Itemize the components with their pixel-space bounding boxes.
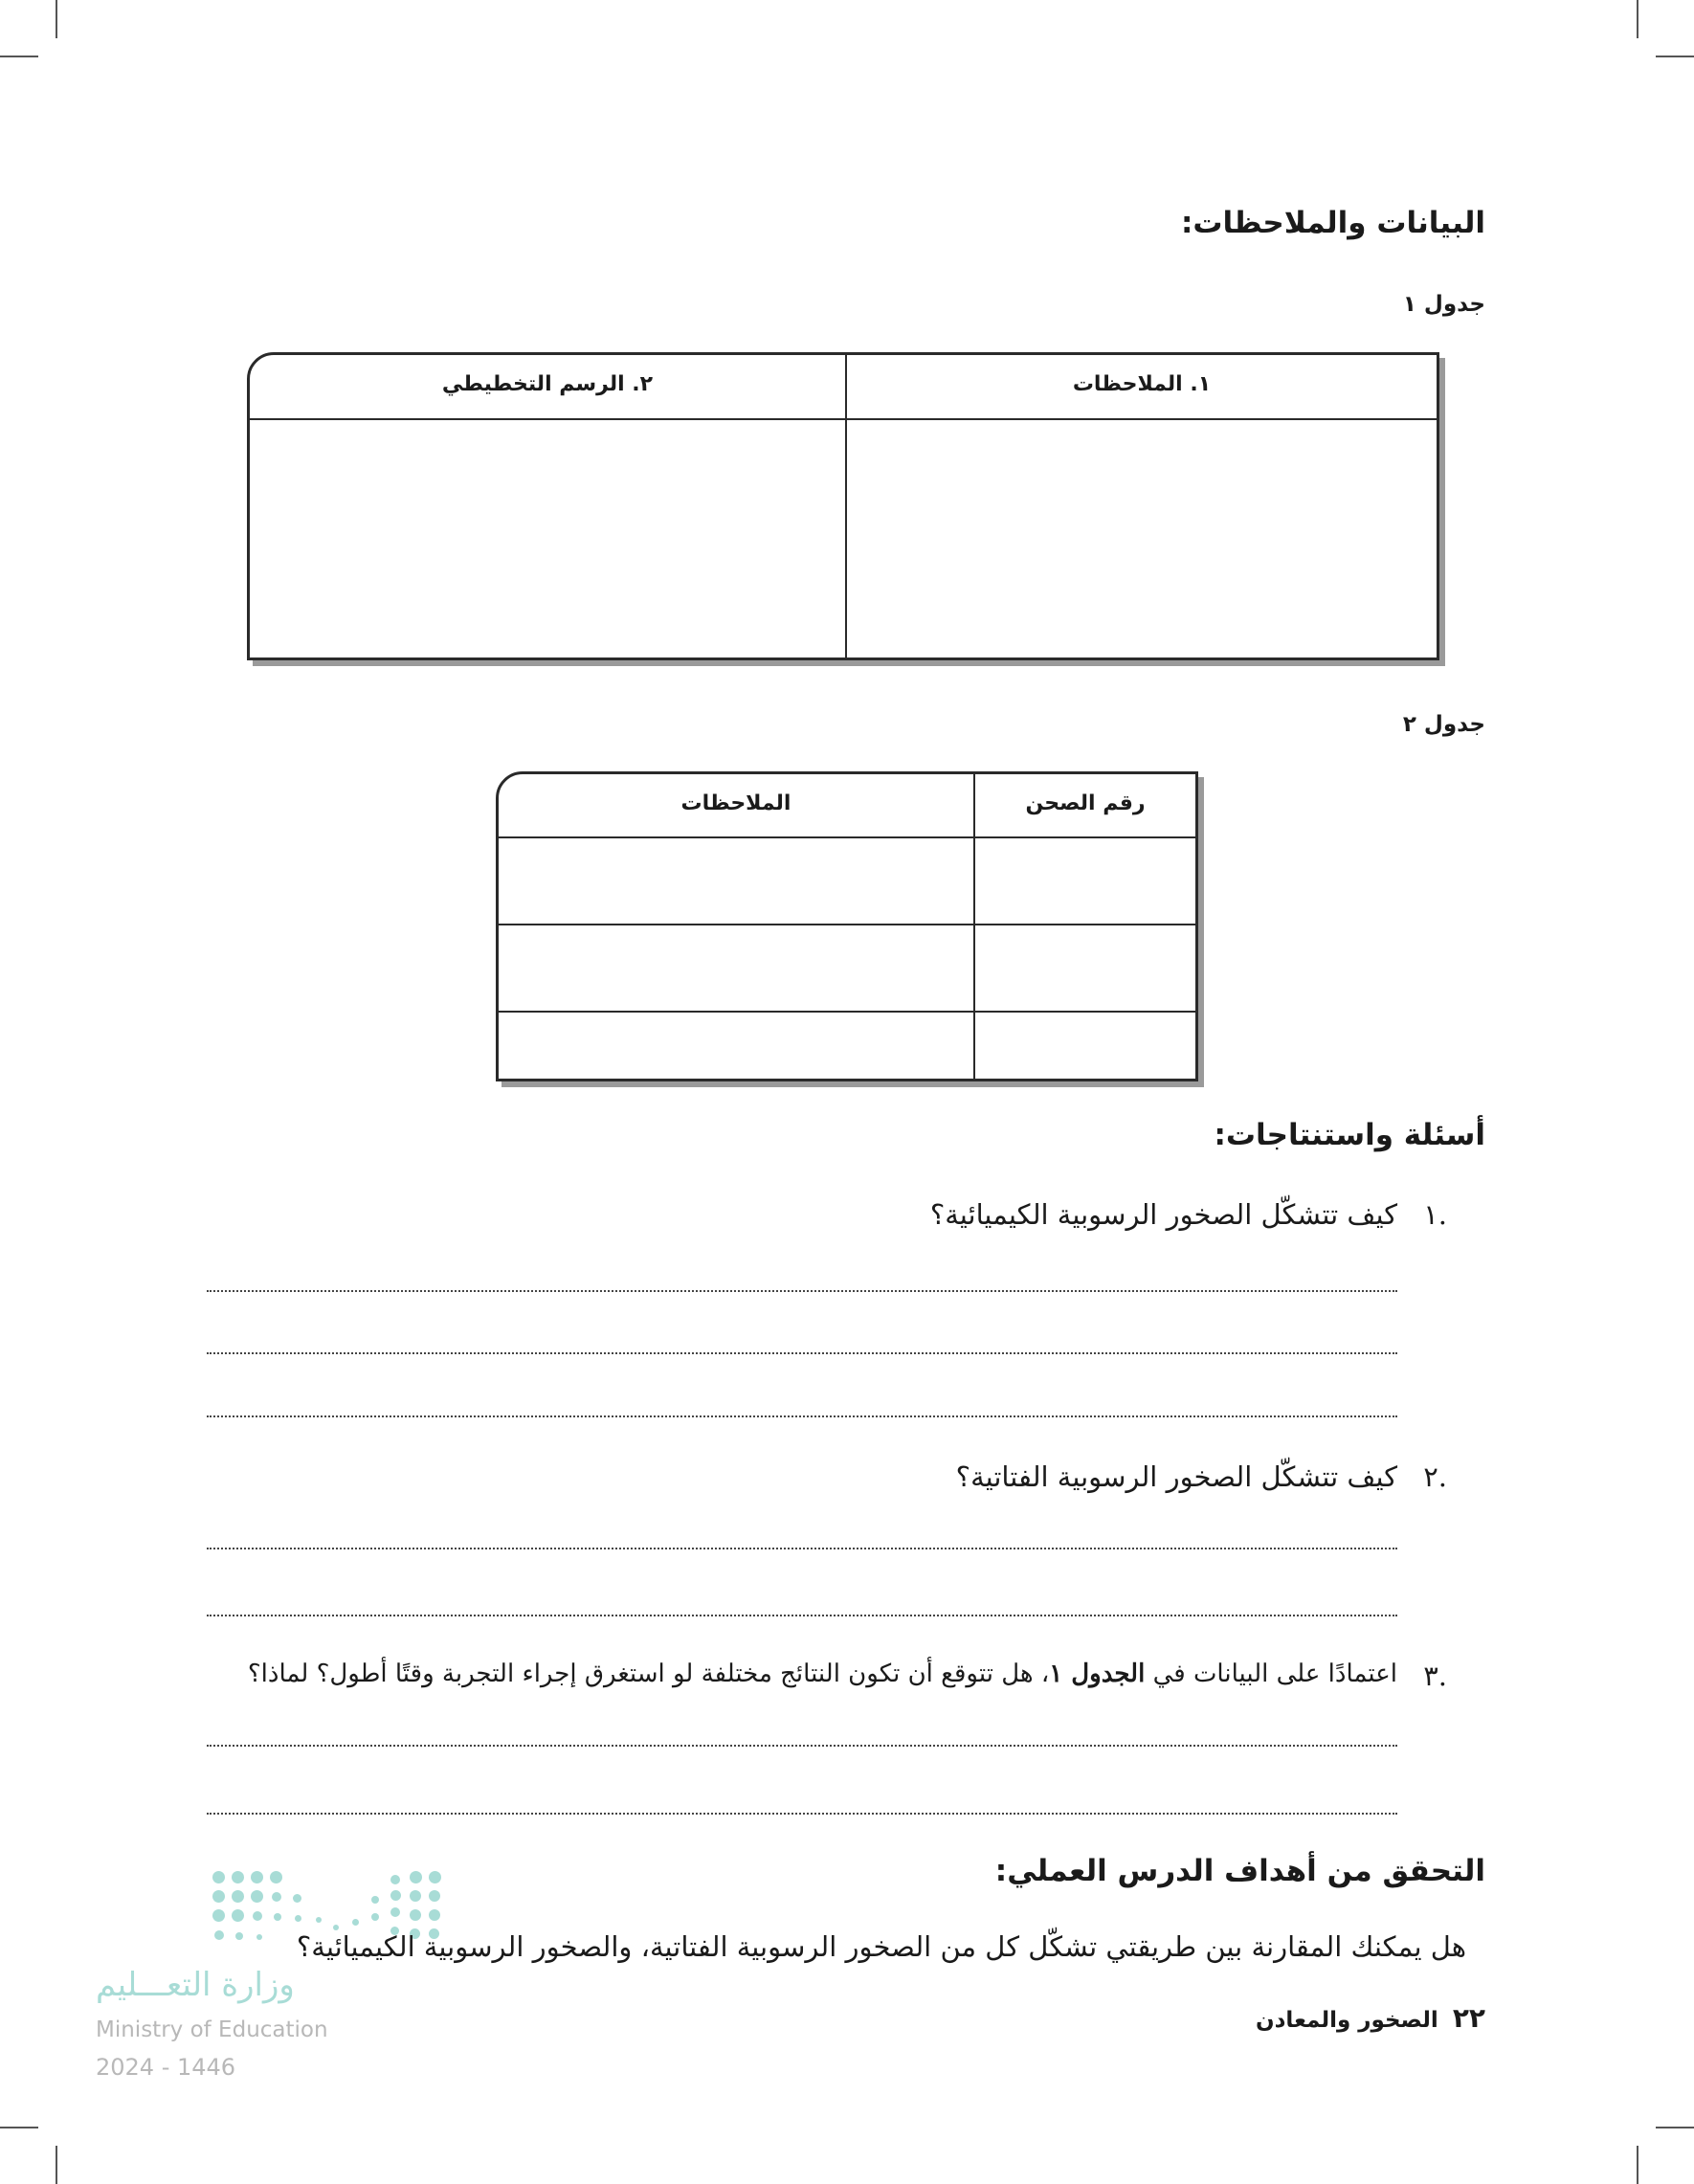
footer (1256, 2002, 1485, 2034)
crop-mark (56, 2146, 57, 2184)
table2-row (499, 838, 1195, 925)
objectives-question: هل يمكنك المقارنة بين طريقتي تشكّل كل من الصخور الرسوبية الفتاتية، والصخور الرسوبية الكيميائية؟ (296, 1930, 1466, 1963)
table1 (247, 352, 1439, 660)
table2-row (499, 925, 1195, 1013)
question1-number: ١. (1423, 1198, 1447, 1231)
table2-label: جدول ٢ (1402, 712, 1485, 737)
question2-number: ٢. (1423, 1460, 1447, 1493)
table2-header-observations: الملاحظات (680, 791, 791, 815)
crop-mark (1656, 56, 1694, 57)
crop-mark (1637, 2146, 1638, 2184)
crop-mark (0, 2127, 38, 2128)
answer-line[interactable] (207, 1548, 1397, 1549)
question2-text: كيف تتشكّل الصخور الرسوبية الفتاتية؟ (955, 1460, 1397, 1493)
table1-header-diagram: ٢. الرسم التخطيطي (441, 372, 654, 396)
question3-text-after: ، هل تتوقع أن تكون النتائج مختلفة لو استغرق إجراء التجربة وقتًا أطول؟ لماذا؟ (247, 1660, 1050, 1688)
answer-line[interactable] (207, 1745, 1397, 1747)
table2-header-dish-number: رقم الصحن (1025, 791, 1146, 815)
data-observations-heading: البيانات والملاحظات: (1180, 206, 1485, 240)
page-number: ٢٢ (1452, 2002, 1485, 2034)
ministry-name-arabic: وزارة التعـــليم (96, 1966, 295, 2004)
question3-table-reference: الجدول ١ (1049, 1660, 1146, 1688)
question3-text (248, 1660, 1397, 1688)
answer-line[interactable] (207, 1813, 1397, 1815)
table1-cell-observations[interactable] (847, 422, 1437, 657)
table1-header-observations: ١. الملاحظات (1072, 372, 1212, 396)
answer-line[interactable] (207, 1290, 1397, 1292)
question3-number: ٣. (1423, 1660, 1447, 1692)
chapter-title: الصخور والمعادن (1256, 2008, 1438, 2033)
ministry-name-english: Ministry of Education (96, 2017, 328, 2042)
questions-heading: أسئلة واستنتاجات: (1214, 1118, 1485, 1152)
answer-line[interactable] (207, 1352, 1397, 1354)
crop-mark (1637, 0, 1638, 38)
question3-text-before: اعتمادًا على البيانات في (1145, 1660, 1397, 1688)
question1-text: كيف تتشكّل الصخور الرسوبية الكيميائية؟ (929, 1198, 1397, 1231)
crop-mark (56, 0, 57, 38)
ministry-year: 2024 - 1446 (96, 2054, 236, 2081)
lesson-objectives-heading: التحقق من أهداف الدرس العملي: (994, 1854, 1485, 1888)
answer-line[interactable] (207, 1615, 1397, 1616)
table2 (496, 771, 1198, 1081)
table2-column-divider (973, 774, 975, 1079)
crop-mark (1656, 2127, 1694, 2128)
table1-cell-diagram[interactable] (250, 422, 845, 657)
crop-mark (0, 56, 38, 57)
answer-line[interactable] (207, 1415, 1397, 1417)
table1-label: جدول ١ (1402, 292, 1485, 317)
